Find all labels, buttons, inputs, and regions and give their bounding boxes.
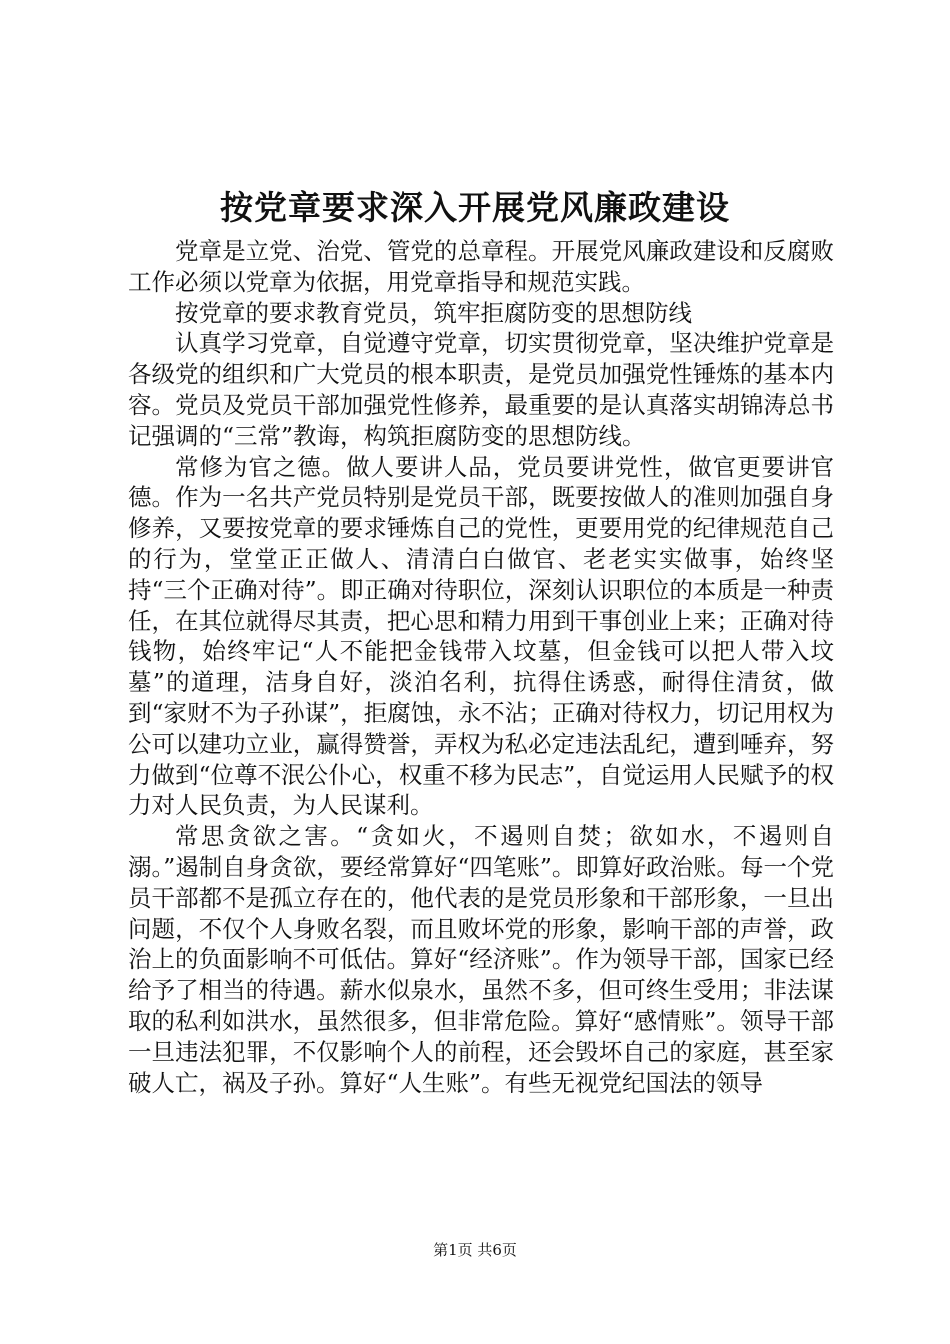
- paragraph-study-party-constitution: 认真学习党章，自觉遵守党章，切实贯彻党章，坚决维护党章是各级党的组织和广大党员的根本职责，是党员加强党性锤炼的基本内容。党员及党员干部加强党性修养，最重要的是认真落实胡锦涛总书记强调的“三常”教诲，构筑拒腐防变的思想防线。: [128, 329, 834, 450]
- paragraph-cultivate-virtue: 常修为官之德。做人要讲人品，党员要讲党性，做官更要讲官德。作为一名共产党员特别是党员干部，既要按做人的准则加强自身修养，又要按党章的要求锤炼自己的党性，更要用党的纪律规范自己的行为，堂堂正正做人、清清白白做官、老老实实做事，始终坚持“三个正确对待”。即正确对待职位，深刻认识职位的本质是一种责任，在其位就得尽其责，把心思和精力用到干事创业上来；正确对待钱物，始终牢记“人不能把金钱带入坟墓，但金钱可以把人带入坟墓”的道理，洁身自好，淡泊名利，抗得住诱惑，耐得住清贫，做到“家财不为子孙谋”，拒腐蚀，永不沾；正确对待权力，切记用权为公可以建功立业，赢得赞誉，弄权为私必定违法乱纪，遭到唾弃，努力做到“位尊不泯公仆心，权重不移为民志”，自觉运用人民赋予的权力对人民负责，为人民谋利。: [128, 452, 834, 820]
- document-title: 按党章要求深入开展党风廉政建设: [220, 188, 730, 227]
- page-number-footer: 第1页 共6页: [433, 1241, 517, 1259]
- paragraph-harm-of-greed: 常思贪欲之害。“贪如火，不遏则自焚；欲如水，不遏则自溺。”遏制自身贪欲，要经常算好“四笔账”。即算好政治账。每一个党员干部都不是孤立存在的，他代表的是党员形象和干部形象，一旦出问题，不仅个人身败名裂，而且败坏党的形象，影响干部的声誉，政治上的负面影响不可低估。算好“经济账”。作为领导干部，国家已经给予了相当的待遇。薪水似泉水，虽然不多，但可终生受用；非法谋取的私利如洪水，虽然很多，但非常危险。算好“感情账”。领导干部一旦违法犯罪，不仅影响个人的前程，还会毁坏自己的家庭，甚至家破人亡，祸及子孙。算好“人生账”。有些无视党纪国法的领导: [128, 822, 834, 1097]
- document-body: [128, 236, 834, 1098]
- section-heading: 按党章的要求教育党员，筑牢拒腐防变的思想防线: [175, 298, 692, 327]
- paragraph-intro: 党章是立党、治党、管党的总章程。开展党风廉政建设和反腐败工作必须以党章为依据，用党章指导和规范实践。: [128, 237, 834, 296]
